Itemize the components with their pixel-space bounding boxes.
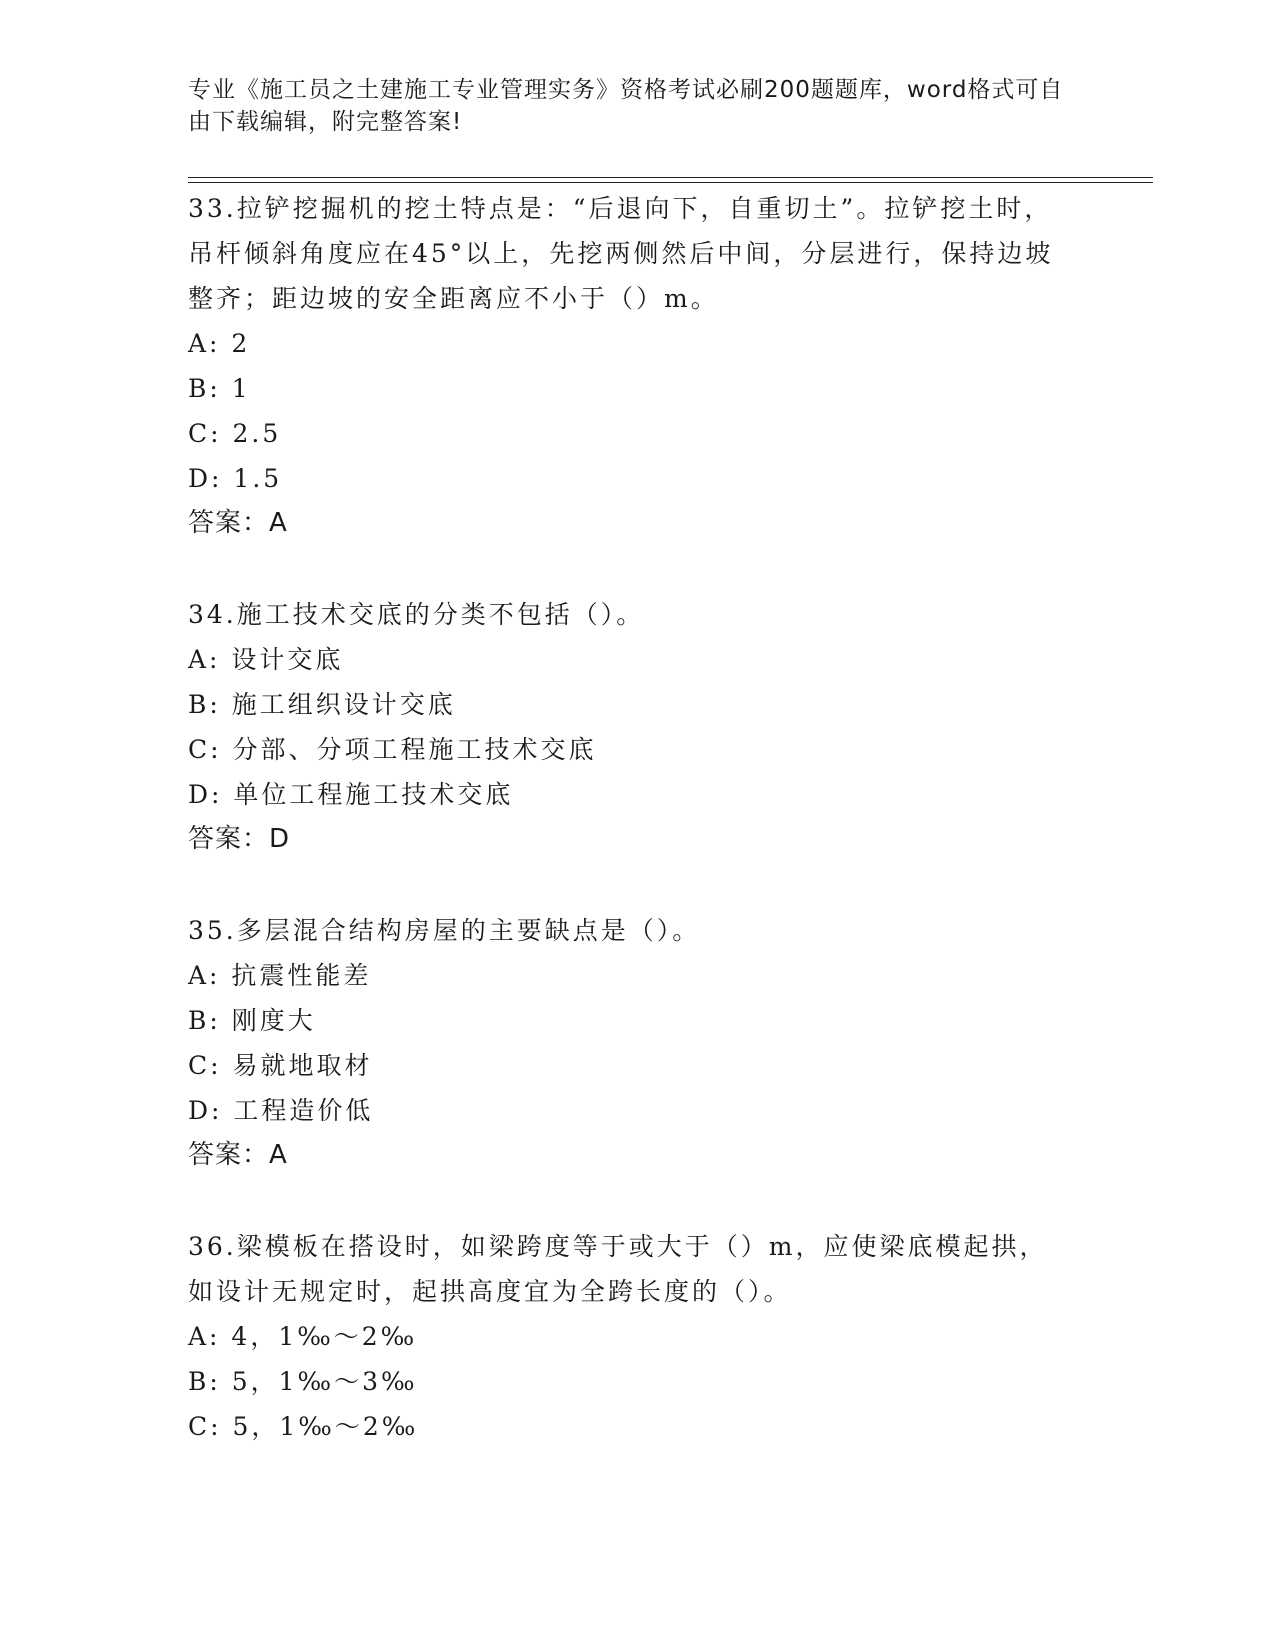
option-d: D: 单位工程施工技术交底	[188, 780, 514, 809]
option-c: C: 5，1‰～2‰	[188, 1412, 419, 1441]
option-c: C: 易就地取材	[188, 1051, 373, 1080]
option-b: B: 施工组织设计交底	[188, 690, 456, 719]
option-a: A: 抗震性能差	[188, 961, 372, 990]
question-list	[188, 186, 1088, 1495]
document-header	[188, 74, 1068, 138]
option-b: B: 5，1‰～3‰	[188, 1367, 418, 1396]
question-stem: 36.梁模板在搭设时，如梁跨度等于或大于（）m，应使梁底模起拱，如设计无规定时，起拱高度宜为全跨长度的（）。	[188, 1232, 1048, 1306]
option-d: D: 1.5	[188, 464, 283, 493]
question-stem: 35.多层混合结构房屋的主要缺点是（）。	[188, 916, 701, 945]
header-divider-top	[188, 177, 1153, 178]
answer-line: 答案：A	[188, 508, 288, 538]
option-b: B: 刚度大	[188, 1006, 316, 1035]
option-c: C: 2.5	[188, 419, 282, 448]
header-text: 专业《施工员之土建施工专业管理实务》资格考试必刷200题题库，word格式可自由下载编辑，附完整答案!	[188, 77, 1064, 135]
answer-line: 答案：A	[188, 1140, 288, 1170]
question-34	[188, 592, 1088, 862]
option-a: A: 2	[188, 329, 251, 358]
question-35	[188, 908, 1088, 1178]
question-33	[188, 186, 1088, 546]
option-b: B: 1	[188, 374, 251, 403]
option-a: A: 4，1‰～2‰	[188, 1322, 418, 1351]
option-c: C: 分部、分项工程施工技术交底	[188, 735, 597, 764]
option-d: D: 工程造价低	[188, 1096, 374, 1125]
answer-line: 答案：D	[188, 824, 291, 854]
question-stem: 34.施工技术交底的分类不包括（）。	[188, 600, 645, 629]
option-a: A: 设计交底	[188, 645, 344, 674]
question-36	[188, 1224, 1088, 1449]
header-divider-bottom	[188, 182, 1153, 183]
question-stem: 33.拉铲挖掘机的挖土特点是：“后退向下，自重切土”。拉铲挖土时，吊杆倾斜角度应在45°以上，先挖两侧然后中间，分层进行，保持边坡整齐；距边坡的安全距离应不小于（）m。	[188, 194, 1054, 313]
